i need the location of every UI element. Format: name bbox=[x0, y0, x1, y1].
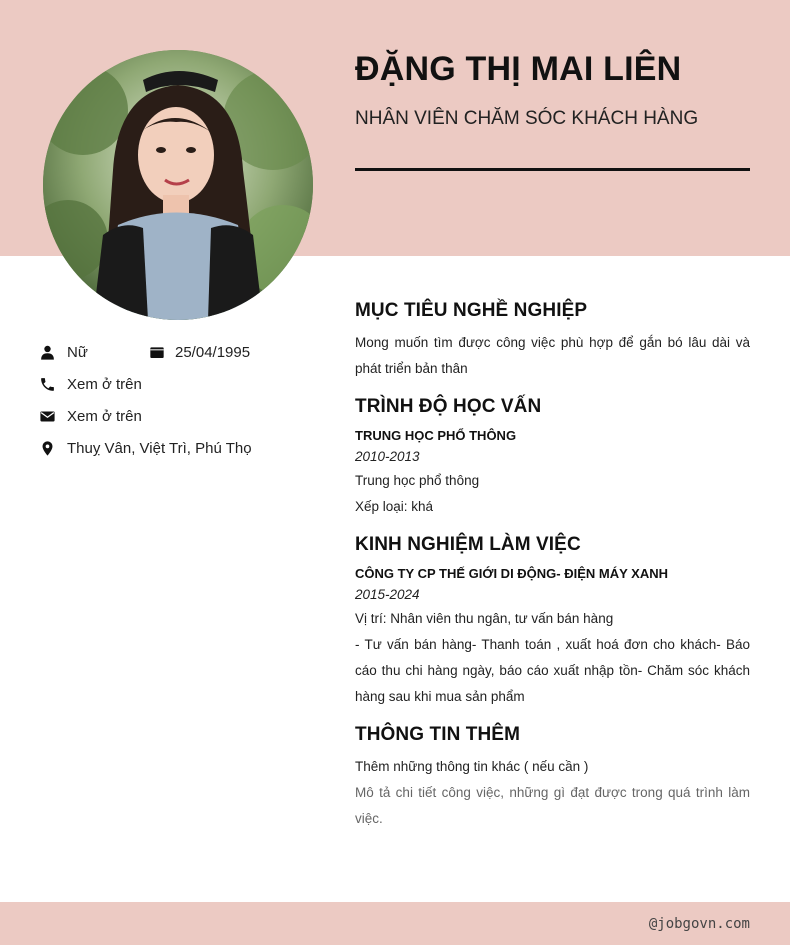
additional-title: THÔNG TIN THÊM bbox=[355, 724, 520, 745]
email-row bbox=[38, 407, 142, 425]
person-icon bbox=[38, 343, 56, 361]
footer-brand: @jobgovn.com bbox=[648, 916, 750, 932]
header-divider bbox=[355, 168, 750, 171]
additional-line: Thêm những thông tin khác ( nếu cần ) bbox=[355, 759, 589, 774]
education-grade: Xếp loại: khá bbox=[355, 499, 434, 514]
additional-placeholder: Mô tả chi tiết công việc, những gì đạt được trong quá trình làm việc. bbox=[355, 785, 750, 826]
candidate-name: ĐẶNG THỊ MAI LIÊN bbox=[355, 50, 682, 88]
experience-period: 2015-2024 bbox=[355, 587, 420, 602]
mail-icon bbox=[38, 407, 56, 425]
gender-row bbox=[38, 343, 88, 361]
education-detail: Trung học phổ thông bbox=[355, 473, 480, 488]
objective-section bbox=[355, 300, 750, 382]
email-value: Xem ở trên bbox=[67, 407, 142, 425]
experience-section bbox=[355, 534, 750, 710]
education-title: TRÌNH ĐỘ HỌC VẤN bbox=[355, 396, 542, 417]
education-period: 2010-2013 bbox=[355, 449, 420, 464]
phone-row bbox=[38, 375, 142, 393]
objective-text: Mong muốn tìm được công việc phù hợp để gắn bó lâu dài và phát triển bản thân bbox=[355, 335, 750, 376]
experience-position: Vị trí: Nhân viên thu ngân, tư vấn bán hàng bbox=[355, 611, 614, 626]
gender-value: Nữ bbox=[67, 343, 88, 361]
main-content bbox=[355, 300, 750, 846]
additional-section bbox=[355, 724, 750, 832]
phone-icon bbox=[38, 375, 56, 393]
avatar-photo bbox=[43, 50, 313, 320]
avatar-photo-illustration bbox=[43, 50, 313, 320]
education-section bbox=[355, 396, 750, 520]
dob-value: 25/04/1995 bbox=[175, 343, 251, 361]
job-title: NHÂN VIÊN CHĂM SÓC KHÁCH HÀNG bbox=[355, 108, 699, 129]
address-row bbox=[38, 439, 252, 457]
location-icon bbox=[38, 439, 56, 457]
dob-row bbox=[149, 343, 250, 361]
experience-title: KINH NGHIỆM LÀM VIỆC bbox=[355, 534, 581, 555]
phone-value: Xem ở trên bbox=[67, 375, 142, 393]
school-name: TRUNG HỌC PHỔ THÔNG bbox=[355, 428, 517, 443]
calendar-icon bbox=[149, 343, 167, 361]
company-name: CÔNG TY CP THẾ GIỚI DI ĐỘNG- ĐIỆN MÁY XANH bbox=[355, 566, 669, 581]
address-value: Thuỵ Vân, Việt Trì, Phú Thọ bbox=[67, 439, 252, 457]
experience-description: - Tư vấn bán hàng- Thanh toán , xuất hoá đơn cho khách- Báo cáo thu chi hàng ngày, báo cáo xuất nhập tồn- Chăm sóc khách hàng sau khi mua sản phẩm bbox=[355, 637, 750, 704]
objective-title: MỤC TIÊU NGHỀ NGHIỆP bbox=[355, 300, 588, 321]
